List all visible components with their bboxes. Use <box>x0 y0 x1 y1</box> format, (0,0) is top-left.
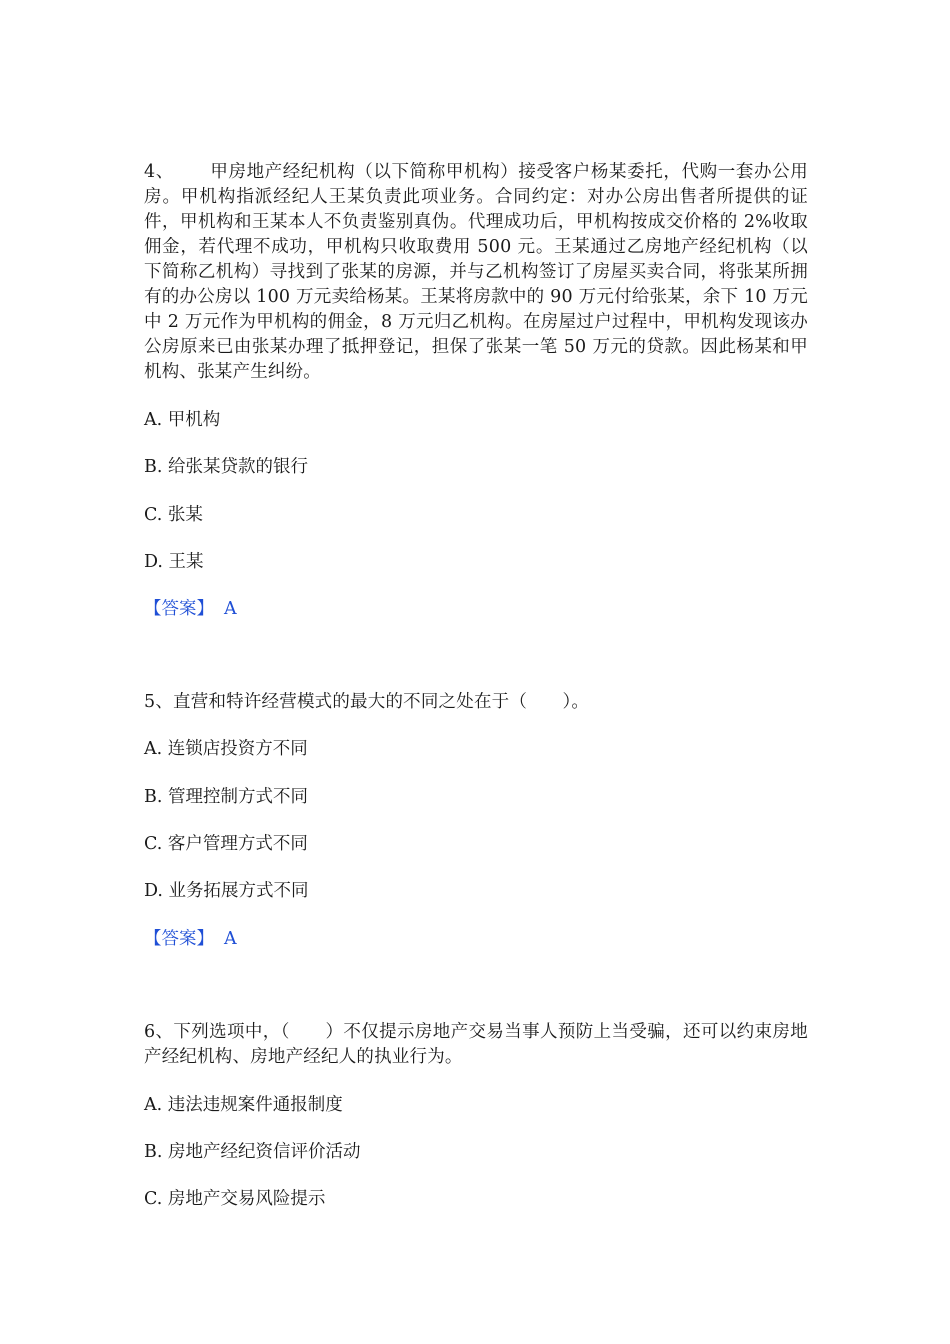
question-5 <box>144 690 808 949</box>
question-6-option-a: A. 违法违规案件通报制度 <box>144 1095 343 1115</box>
question-6-number: 6、 <box>144 1022 174 1042</box>
question-4-option-a: A. 甲机构 <box>144 410 221 430</box>
question-5-option-d: D. 业务拓展方式不同 <box>144 881 309 901</box>
question-5-stem <box>144 690 808 715</box>
question-4-option-b: B. 给张某贷款的银行 <box>144 457 308 477</box>
question-5-option-a: A. 连锁店投资方不同 <box>144 739 308 759</box>
answer-label: 【答案】 <box>144 929 214 949</box>
question-4 <box>144 160 808 619</box>
question-6-text: 下列选项中，（ ）不仅提示房地产交易当事人预防上当受骗，还可以约束房地产经纪机构、房地产经纪人的执业行为。 <box>144 1022 808 1067</box>
question-4-option-d: D. 王某 <box>144 552 204 572</box>
answer-value: A <box>224 929 237 949</box>
question-4-stem <box>144 160 808 385</box>
question-6-stem <box>144 1020 808 1070</box>
question-6 <box>144 1020 808 1209</box>
answer-label: 【答案】 <box>144 599 214 619</box>
question-4-answer <box>144 597 237 622</box>
question-5-option-b: B. 管理控制方式不同 <box>144 787 308 807</box>
question-5-option-c: C. 客户管理方式不同 <box>144 834 308 854</box>
question-4-text: 甲房地产经纪机构（以下简称甲机构）接受客户杨某委托，代购一套办公用房。甲机构指派经纪人王某负责此项业务。合同约定：对办公房出售者所提供的证件，甲机构和王某本人不负责鉴别真伪。代理成功后，甲机构按成交价格的 2%收取佣金，若代理不成功，甲机构只收取费用 500 元。王某通过乙房地产经纪机构（以下简称乙机构）寻找到了张某的房源，并与乙机构签订了房屋买卖合同，将张某所拥有的办公房以 100 万元卖给杨某。王某将房款中的 90 万元付给张某，余下 10 万元中 2 万元作为甲机构的佣金，8 万元归乙机构。在房屋过户过程中，甲机构发现该办公房原来已由张某办理了抵押登记，担保了张某一笔 50 万元的贷款。因此杨某和甲机构、张某产生纠纷。 <box>144 162 808 382</box>
question-4-number: 4、 <box>144 162 174 182</box>
question-5-answer <box>144 927 237 952</box>
question-4-option-c: C. 张某 <box>144 505 203 525</box>
answer-value: A <box>224 599 237 619</box>
question-6-option-b: B. 房地产经纪资信评价活动 <box>144 1142 361 1162</box>
question-5-text: 直营和特许经营模式的最大的不同之处在于（ ）。 <box>173 692 590 712</box>
question-6-option-c: C. 房地产交易风险提示 <box>144 1189 326 1209</box>
question-5-number: 5、 <box>144 692 174 712</box>
